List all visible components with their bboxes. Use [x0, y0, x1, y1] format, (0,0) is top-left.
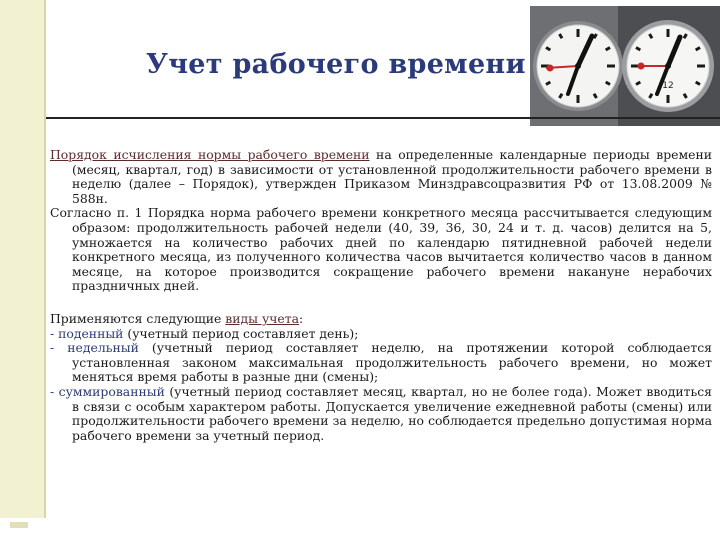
clock-left — [533, 21, 623, 111]
clock-right — [622, 20, 714, 112]
paragraph-order — [50, 148, 712, 206]
paragraph-calculation: Согласно п. 1 Порядка норма рабочего времени конкретного месяца рассчитывается следующим образом: продолжительность рабочей недели (40, 39, 36, 30, 24 и т. д. часов) делится на 5, умножается на количество рабочих дней по календарю пятидневной рабочей недели конкретного месяца, из полученного количества часов вычитается количество часов в данном месяце, на которое производится сокращение рабочего времени накануне нерабочих праздничных дней. — [50, 205, 712, 294]
bottom-decorative-bar — [0, 518, 720, 540]
clock-numeral: 12 — [662, 81, 674, 91]
list-item — [50, 327, 712, 342]
paragraph-gap — [50, 294, 712, 312]
bottom-marker — [10, 522, 28, 528]
order-text: на определенные календарные периоды времени (месяц, квартал, год) в зависимости от установленной продолжительности рабочего времени в неделю (далее – Порядок), утвержден Приказом Минздравсоцразвития РФ от 13.08.2009 № 588н. — [72, 147, 713, 206]
order-lead: Порядок исчисления нормы рабочего времени — [50, 147, 370, 162]
list-item — [50, 385, 712, 443]
wall-clocks-icon — [530, 6, 720, 126]
term-daily-text: (учетный период составляет день); — [123, 325, 359, 341]
term-summed: - суммированный — [50, 383, 165, 399]
title-divider — [46, 117, 720, 119]
term-weekly-text: (учетный период составляет неделю, на протяжении которой соблюдается установленная законом максимальная продолжительность рабочего времени, но может меняться время работы в разные дни (смены); — [72, 340, 712, 385]
types-colon: : — [299, 310, 304, 326]
term-weekly: - недельный — [50, 340, 139, 356]
clocks-drawing — [530, 6, 720, 126]
term-summed-text: (учетный период составляет месяц, квартал, но не более года). Может вводиться в связи с особым характером работы. Допускается увеличение ежедневной работы (смены) или продолжительности рабочего времени за неделю, но соблюдается предельно допустимая норма рабочего времени за учетный период. — [72, 383, 713, 443]
slide-title: Учет рабочего времени — [146, 49, 526, 80]
slide-body — [50, 148, 712, 443]
list-item — [50, 341, 712, 385]
left-decorative-bar — [0, 0, 46, 540]
types-intro: Применяются следующие — [50, 310, 226, 326]
term-daily: - поденный — [50, 325, 124, 341]
types-link: виды учета — [225, 310, 300, 326]
paragraph-types — [50, 312, 712, 327]
